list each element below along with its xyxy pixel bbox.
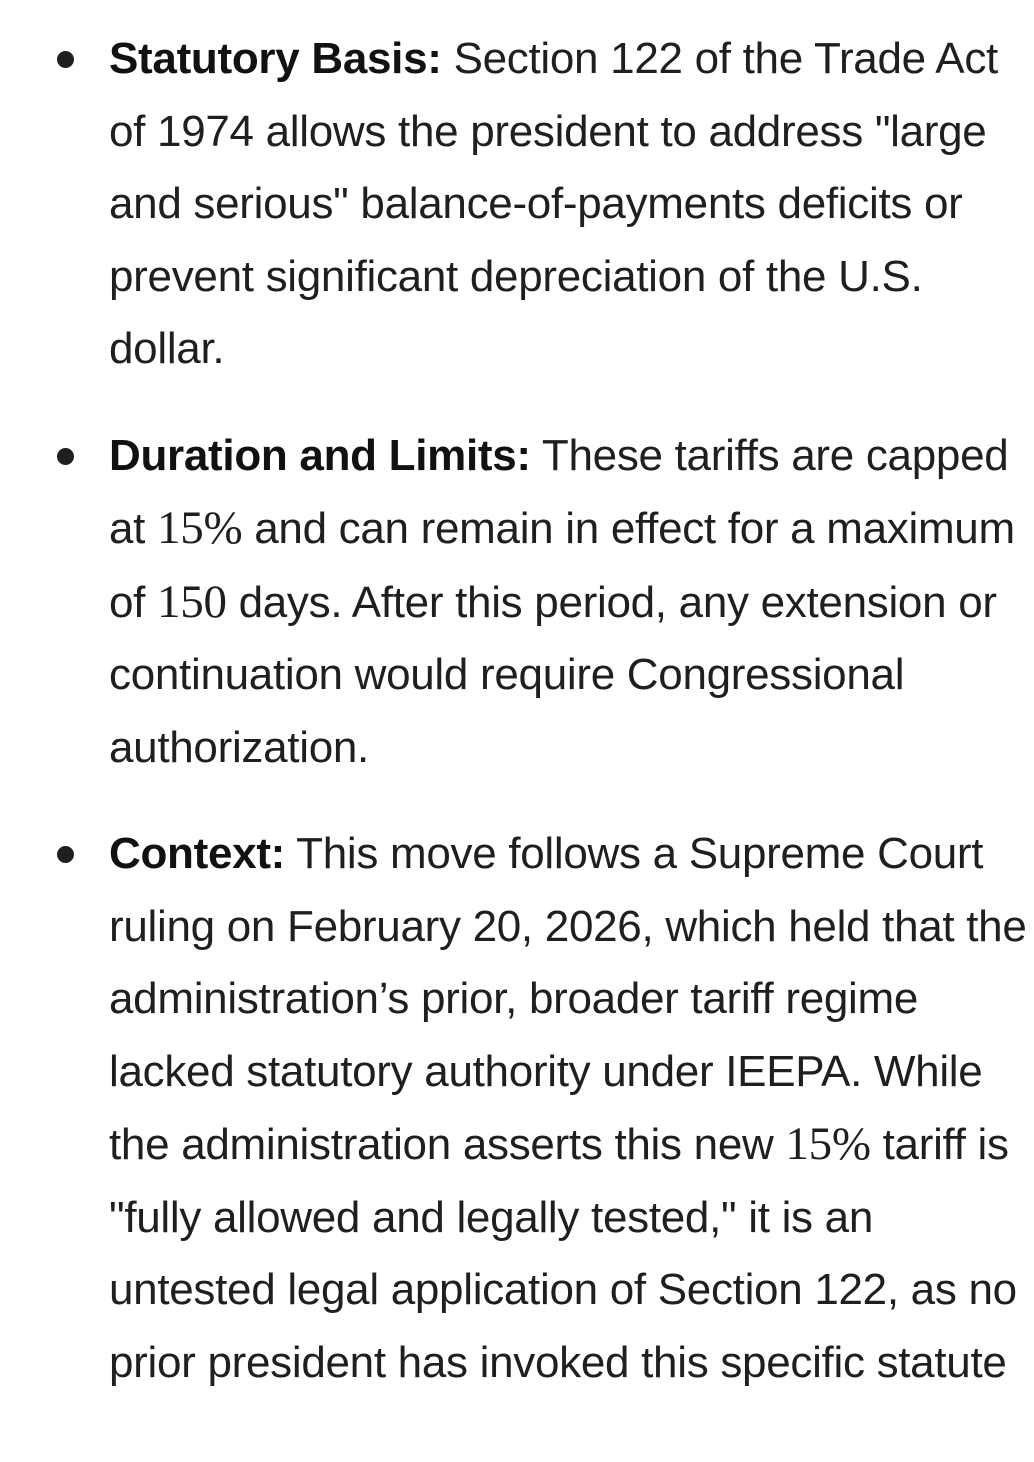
math-value: 150: [157, 575, 227, 628]
list-item-statutory-basis: [0, 23, 1034, 386]
item-text: and can remain in effect for a maximum of: [109, 504, 1015, 627]
math-value: 15%: [785, 1118, 871, 1170]
item-text: Section 122 of the Trade Act of 1974 allows the president to address "large and serious" balance-of-payments deficits or prevent significant depreciation of the U.S. dollar.: [109, 34, 998, 373]
item-text: tariff is "fully allowed and legally tested," it is an untested legal application of Section 122, as no prior president has invoked this specific statute: [109, 1120, 1017, 1387]
item-label: Statutory Basis:: [109, 34, 442, 83]
list-item-context: [0, 818, 1034, 1399]
item-label: Duration and Limits:: [109, 430, 531, 480]
bullet-icon: [57, 448, 74, 465]
bullet-icon: [57, 51, 74, 68]
math-value: 15%: [157, 502, 243, 554]
item-text: These tariffs are capped at: [109, 430, 1009, 553]
list-item-duration-and-limits: [0, 420, 1034, 785]
item-text: days. After this period, any extension or continuation would require Congressional authorization.: [109, 577, 997, 772]
item-label: Context:: [109, 829, 286, 878]
bullet-icon: [57, 846, 74, 863]
item-text: This move follows a Supreme Court ruling on February 20, 2026, which held that the administration’s prior, broader tariff regime lacked statutory authority under IEEPA. While the administration asserts this new: [109, 829, 1027, 1169]
bullet-list: [0, 23, 1034, 1399]
